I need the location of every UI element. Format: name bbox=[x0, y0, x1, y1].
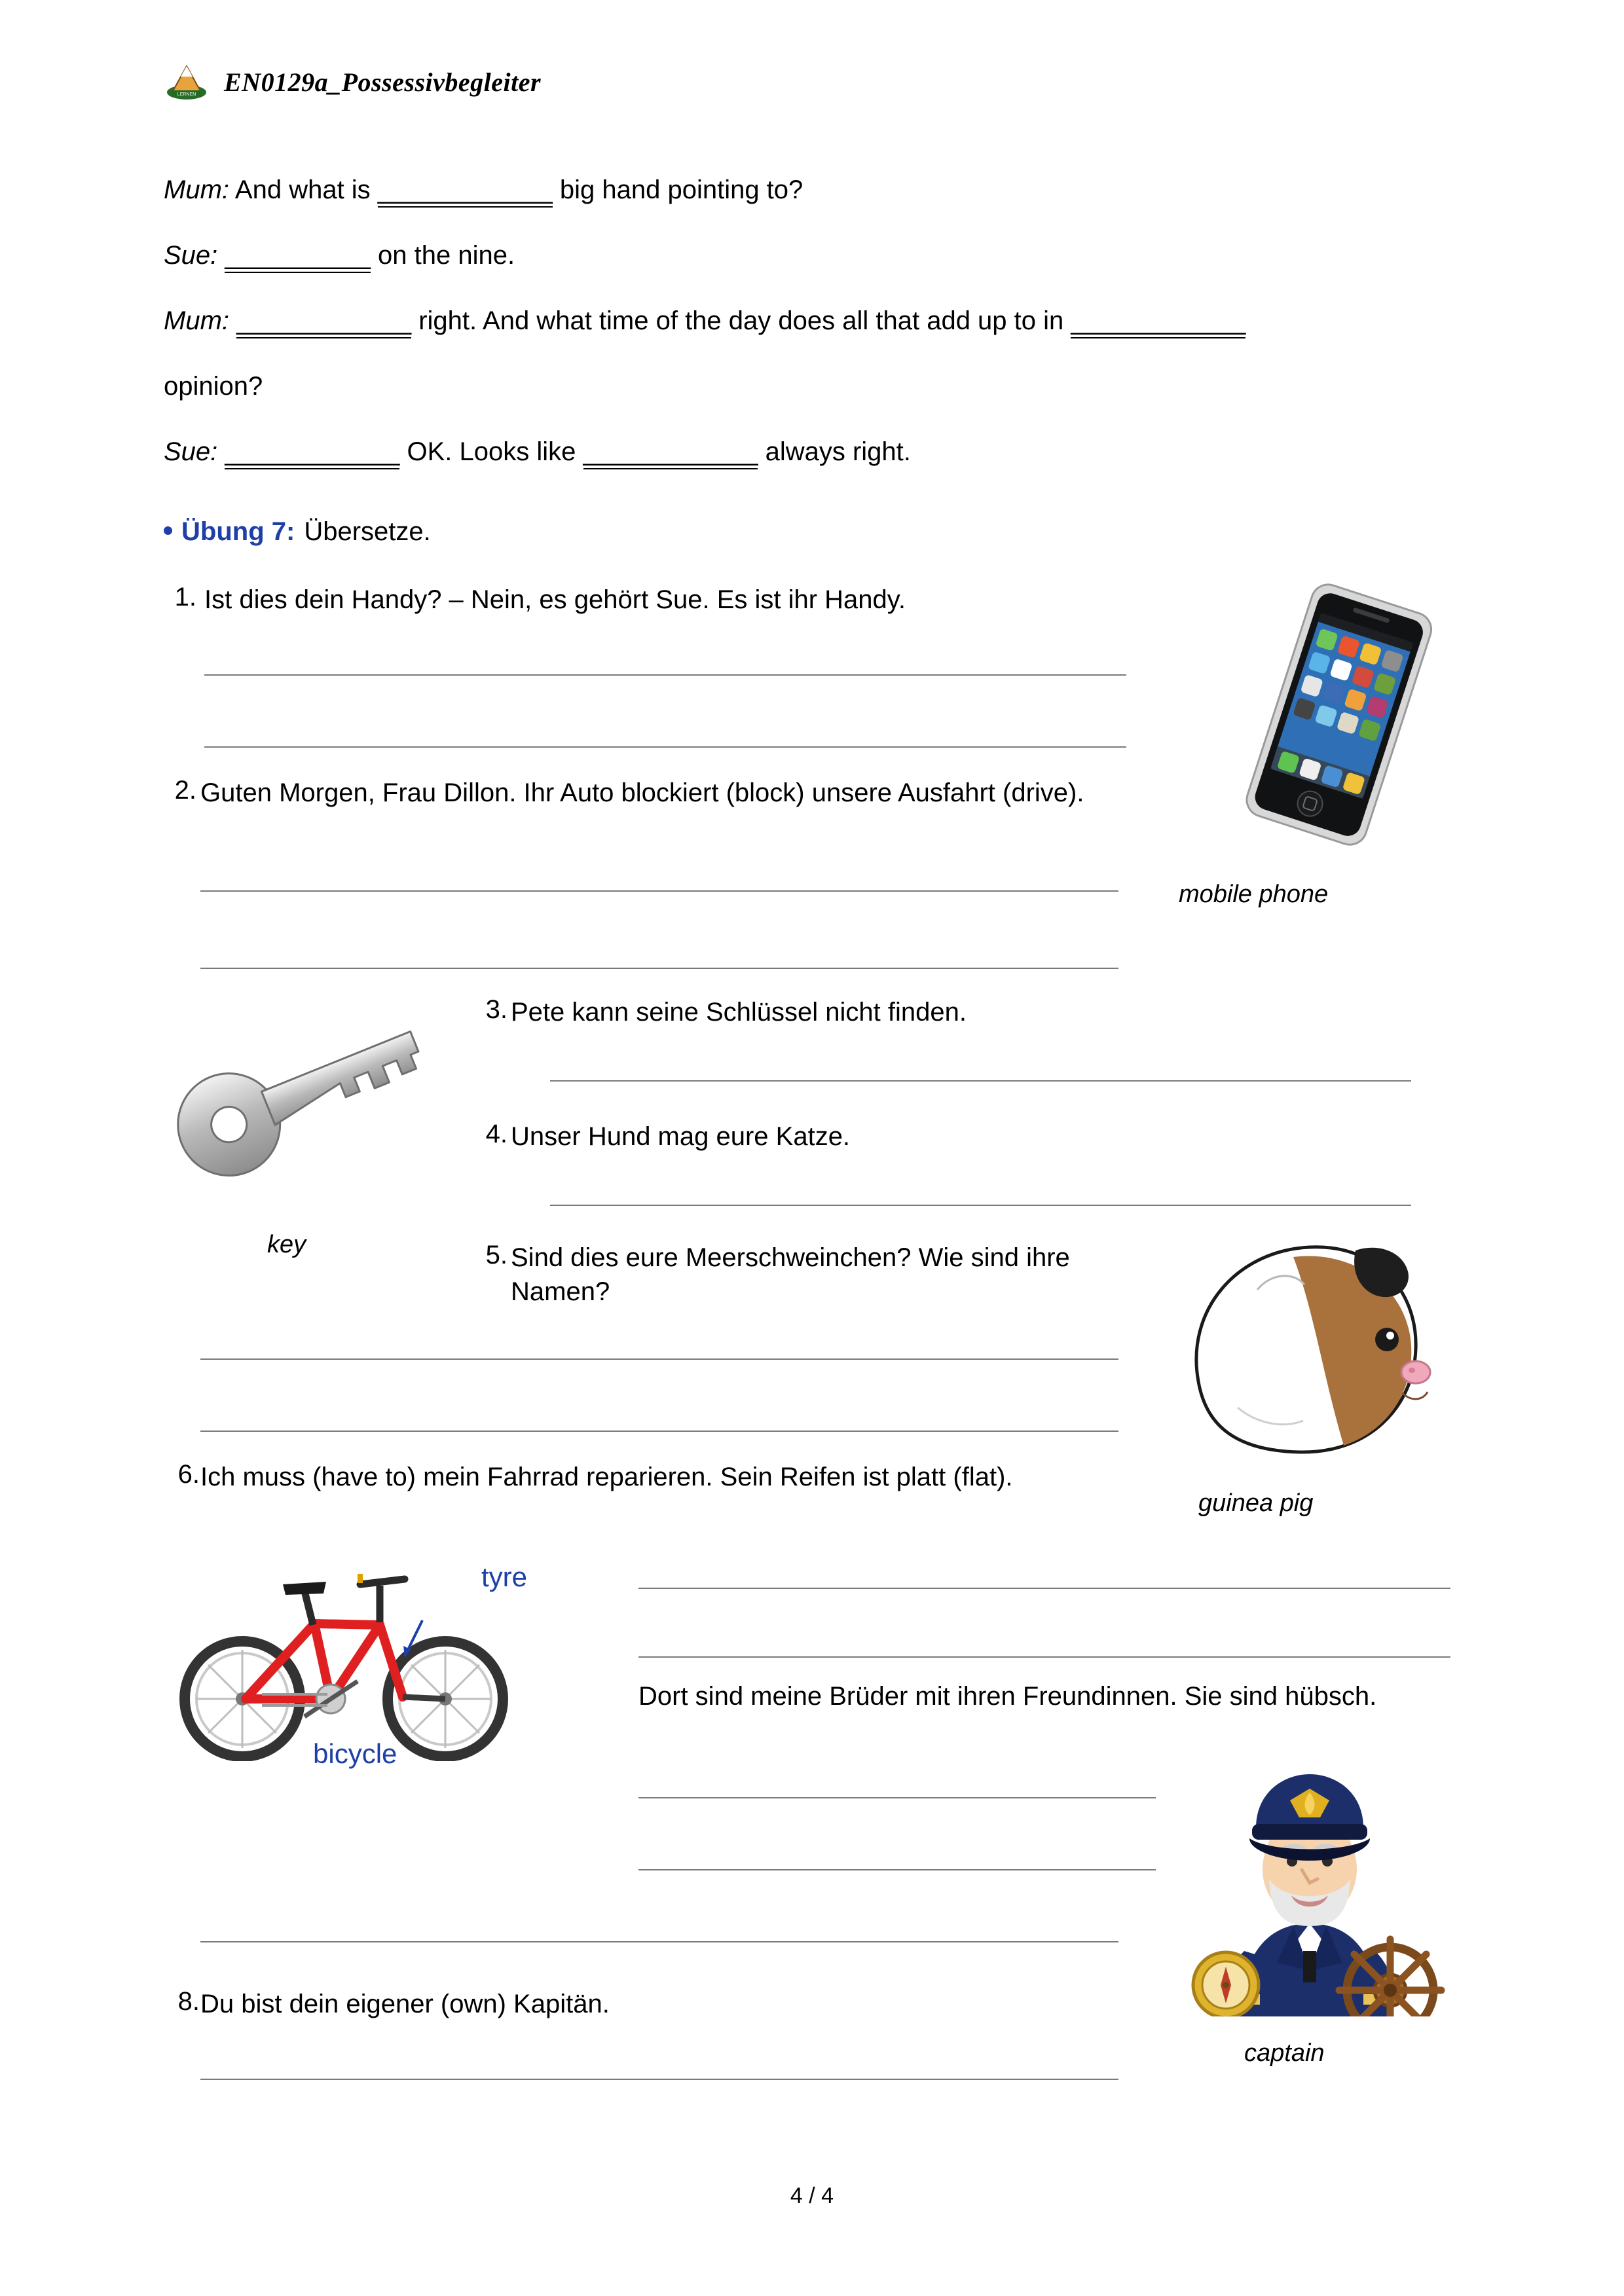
dialogue-blank-2[interactable]: ____________ bbox=[583, 435, 758, 469]
guinea-pig-image bbox=[1159, 1211, 1441, 1489]
item-number-8: 8. bbox=[177, 1987, 200, 2016]
caption-captain: captain bbox=[1244, 2039, 1325, 2067]
dialogue-line-3 bbox=[164, 304, 1246, 338]
item-text-8: Du bist dein eigener (own) Kapitän. bbox=[200, 1990, 610, 2018]
document-title: EN0129a_Possessivbegleiter bbox=[224, 67, 542, 97]
page-footer: 4 / 4 bbox=[790, 2183, 834, 2208]
answer-line[interactable] bbox=[204, 674, 1126, 676]
answer-line[interactable] bbox=[200, 1941, 1118, 1942]
item-text-6: Ich muss (have to) mein Fahrrad reparieren. Sein Reifen ist platt (flat). bbox=[200, 1463, 1013, 1491]
answer-line[interactable] bbox=[200, 2079, 1118, 2080]
answer-line[interactable] bbox=[200, 968, 1118, 969]
dialogue-line-4 bbox=[164, 370, 263, 403]
item-text-3: Pete kann seine Schlüssel nicht finden. bbox=[511, 998, 967, 1027]
answer-line[interactable] bbox=[200, 890, 1118, 892]
dialogue-text-tail: big hand pointing to? bbox=[552, 175, 803, 204]
caption-tyre: tyre bbox=[481, 1561, 528, 1592]
exercise-instruction: Übersetze. bbox=[304, 517, 431, 546]
caption-bicycle: bicycle bbox=[313, 1738, 397, 1769]
answer-line[interactable] bbox=[638, 1588, 1450, 1589]
dialogue-line-1 bbox=[164, 173, 803, 208]
item-text-1: Ist dies dein Handy? – Nein, es gehört Sue. Es ist ihr Handy. bbox=[204, 585, 906, 614]
item-number-4: 4. bbox=[485, 1120, 507, 1148]
dialogue-blank[interactable]: ____________ bbox=[225, 435, 399, 469]
dialogue-text-tail: on the nine. bbox=[370, 241, 515, 270]
dialogue-text: opinion? bbox=[164, 372, 263, 401]
answer-line[interactable] bbox=[550, 1205, 1411, 1206]
mobile-phone-image bbox=[1198, 566, 1473, 864]
item-text-2: Guten Morgen, Frau Dillon. Ihr Auto blockiert (block) unsere Ausfahrt (drive). bbox=[200, 778, 1084, 807]
exercise-label: Übung 7: bbox=[181, 517, 295, 546]
dialogue-text-tail: right. And what time of the day does all that add up to in bbox=[411, 306, 1071, 335]
answer-line[interactable] bbox=[638, 1797, 1156, 1798]
bullet-icon bbox=[164, 526, 172, 535]
dialogue-text bbox=[217, 437, 225, 466]
svg-text:LERNEN: LERNEN bbox=[177, 92, 196, 97]
dialogue-blank[interactable]: __________ bbox=[225, 239, 370, 273]
item-number-2: 2. bbox=[174, 776, 196, 805]
dialogue-text bbox=[217, 241, 225, 270]
item-number-1: 1. bbox=[174, 583, 196, 611]
dialogue-text: And what is bbox=[229, 175, 378, 204]
item-text-5: Sind dies eure Meerschweinchen? Wie sind ihre Namen? bbox=[511, 1243, 1070, 1306]
dialogue-speaker: Sue: bbox=[164, 437, 218, 466]
answer-line[interactable] bbox=[550, 1080, 1411, 1082]
page-header bbox=[164, 62, 541, 101]
answer-line[interactable] bbox=[204, 746, 1126, 748]
dialogue-blank[interactable]: ____________ bbox=[236, 304, 411, 338]
caption-guinea-pig: guinea pig bbox=[1198, 1489, 1314, 1517]
dialogue-blank-2[interactable]: ____________ bbox=[1071, 304, 1246, 338]
item-number-6: 6. bbox=[177, 1460, 200, 1489]
dialogue-line-5 bbox=[164, 435, 911, 469]
dialogue-line-2 bbox=[164, 239, 515, 273]
dialogue-blank[interactable]: ____________ bbox=[378, 173, 553, 208]
key-image bbox=[157, 975, 458, 1195]
dialogue-speaker: Sue: bbox=[164, 241, 218, 270]
dialogue-text-tail: always right. bbox=[758, 437, 911, 466]
exercise-heading bbox=[164, 517, 431, 547]
dialogue-text bbox=[229, 306, 236, 335]
item-text-7: Dort sind meine Brüder mit ihren Freundinnen. Sie sind hübsch. bbox=[638, 1682, 1377, 1711]
item-number-5: 5. bbox=[485, 1241, 507, 1269]
answer-line[interactable] bbox=[638, 1869, 1156, 1870]
dialogue-speaker: Mum: bbox=[164, 306, 229, 335]
caption-key: key bbox=[267, 1231, 306, 1258]
answer-line[interactable] bbox=[200, 1430, 1118, 1432]
dialogue-speaker: Mum: bbox=[164, 175, 229, 204]
item-text-4: Unser Hund mag eure Katze. bbox=[511, 1122, 851, 1151]
answer-line[interactable] bbox=[638, 1656, 1450, 1658]
answer-line[interactable] bbox=[200, 1358, 1118, 1360]
item-number-3: 3. bbox=[485, 995, 507, 1024]
captain-image bbox=[1179, 1755, 1447, 2020]
dialogue-text-mid: OK. Looks like bbox=[399, 437, 583, 466]
caption-mobile-phone: mobile phone bbox=[1179, 881, 1329, 908]
mountain-logo-icon bbox=[164, 62, 210, 101]
